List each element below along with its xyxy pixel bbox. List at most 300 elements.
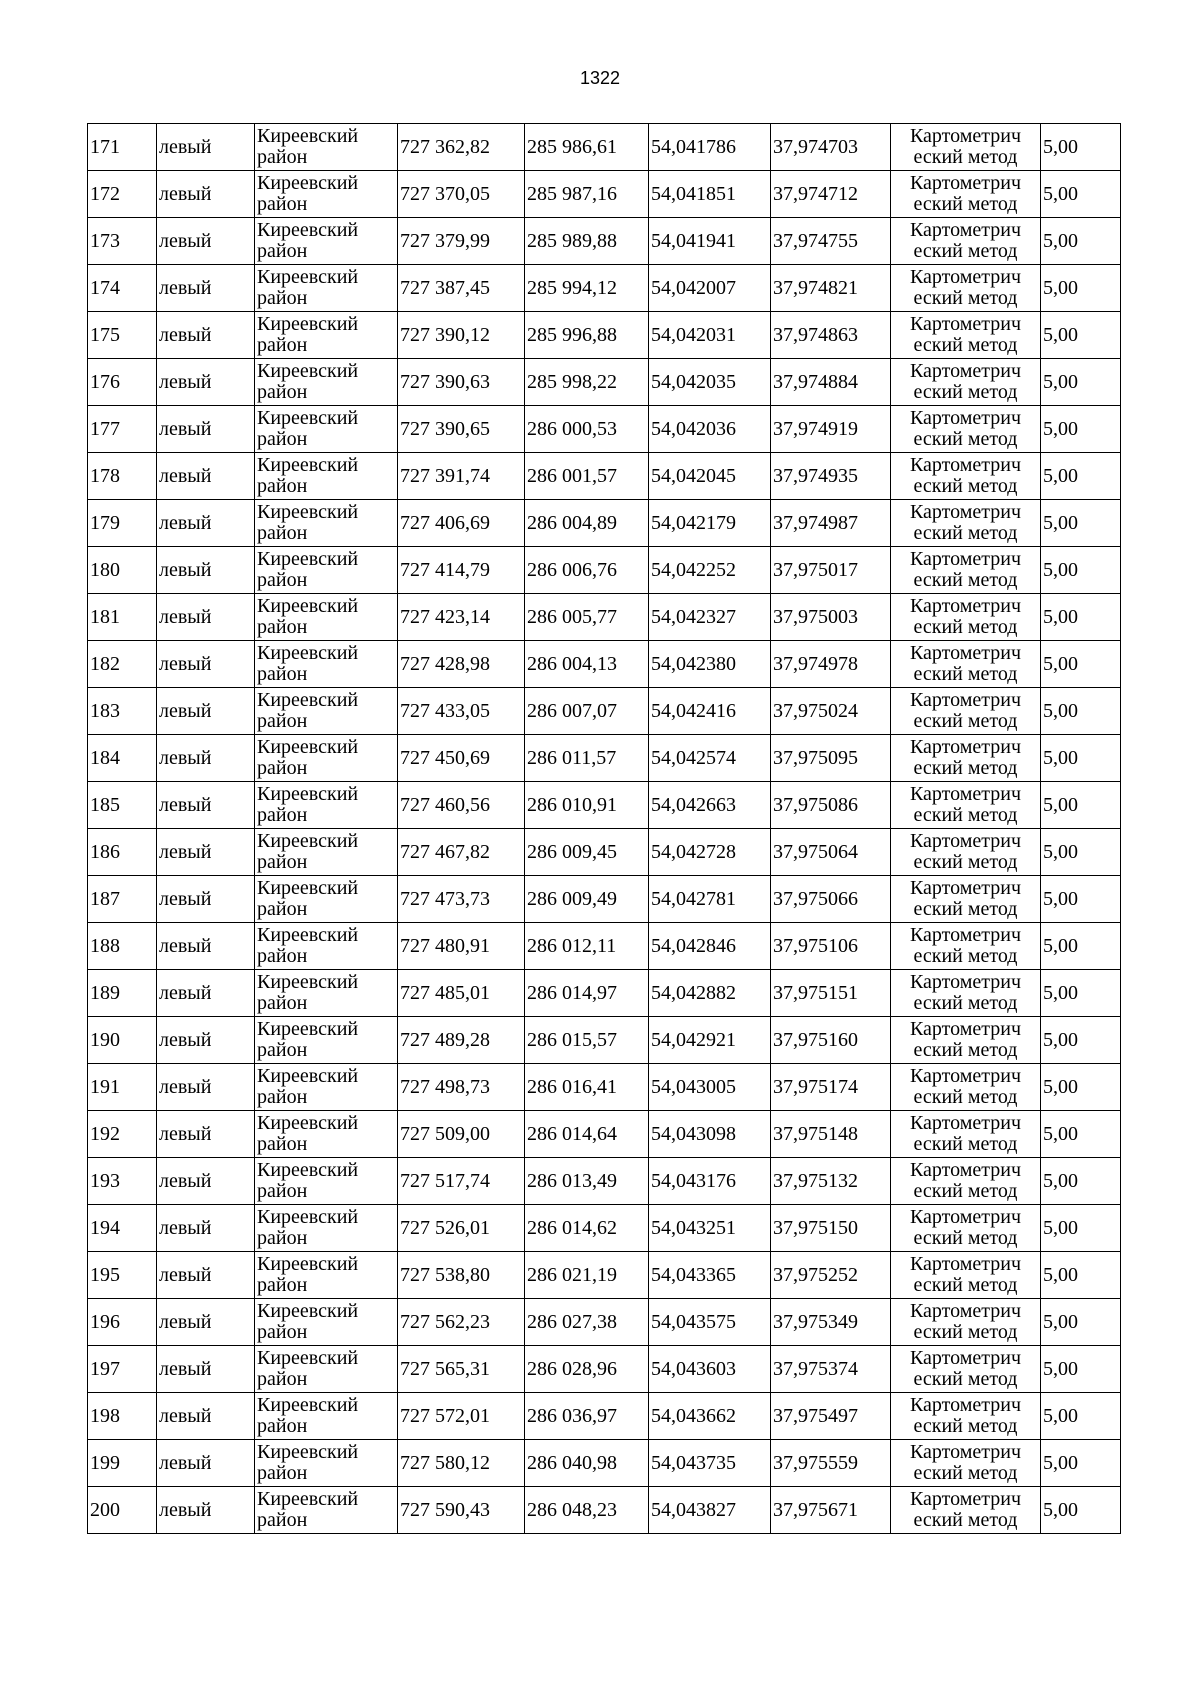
district-line-1: Киреевский: [257, 1206, 359, 1228]
latitude-cell: 54,042036: [649, 406, 771, 453]
method-line-2: еский метод: [913, 1227, 1018, 1249]
district-line-2: район: [257, 146, 308, 168]
district-line-2: район: [257, 757, 308, 779]
accuracy-cell: 5,00: [1041, 1440, 1121, 1487]
district-cell: [255, 406, 398, 453]
side-cell: левый: [157, 124, 255, 171]
latitude-cell: 54,042252: [649, 547, 771, 594]
x-coordinate-cell: 727 467,82: [398, 829, 525, 876]
y-coordinate-cell: 286 036,97: [525, 1393, 649, 1440]
district-line-2: район: [257, 569, 308, 591]
x-coordinate-cell: 727 428,98: [398, 641, 525, 688]
district-cell: [255, 970, 398, 1017]
table-row: [88, 124, 1121, 171]
point-number-cell: 184: [88, 735, 157, 782]
method-line-2: еский метод: [913, 1133, 1018, 1155]
side-cell: левый: [157, 265, 255, 312]
longitude-cell: 37,975374: [771, 1346, 891, 1393]
district-line-2: район: [257, 1462, 308, 1484]
district-line-2: район: [257, 240, 308, 262]
table-row: [88, 1393, 1121, 1440]
longitude-cell: 37,975086: [771, 782, 891, 829]
accuracy-cell: 5,00: [1041, 1205, 1121, 1252]
district-line-1: Киреевский: [257, 689, 359, 711]
x-coordinate-cell: 727 423,14: [398, 594, 525, 641]
method-line-2: еский метод: [913, 710, 1018, 732]
y-coordinate-cell: 286 028,96: [525, 1346, 649, 1393]
latitude-cell: 54,041851: [649, 171, 771, 218]
method-line-1: Картометрич: [909, 548, 1022, 570]
longitude-cell: 37,974863: [771, 312, 891, 359]
method-line-1: Картометрич: [909, 642, 1022, 664]
latitude-cell: 54,043735: [649, 1440, 771, 1487]
table-row: [88, 688, 1121, 735]
latitude-cell: 54,042921: [649, 1017, 771, 1064]
method-line-1: Картометрич: [909, 1394, 1022, 1416]
accuracy-cell: 5,00: [1041, 923, 1121, 970]
latitude-cell: 54,042846: [649, 923, 771, 970]
method-line-2: еский метод: [913, 193, 1018, 215]
district-cell: [255, 1299, 398, 1346]
side-cell: левый: [157, 1299, 255, 1346]
latitude-cell: 54,043098: [649, 1111, 771, 1158]
y-coordinate-cell: 285 994,12: [525, 265, 649, 312]
longitude-cell: 37,975252: [771, 1252, 891, 1299]
longitude-cell: 37,974755: [771, 218, 891, 265]
method-line-2: еский метод: [913, 334, 1018, 356]
latitude-cell: 54,042031: [649, 312, 771, 359]
district-line-1: Киреевский: [257, 1112, 359, 1134]
district-line-2: район: [257, 1180, 308, 1202]
method-line-2: еский метод: [913, 475, 1018, 497]
method-line-1: Картометрич: [909, 407, 1022, 429]
accuracy-cell: 5,00: [1041, 594, 1121, 641]
side-cell: левый: [157, 218, 255, 265]
table-row: [88, 735, 1121, 782]
x-coordinate-cell: 727 387,45: [398, 265, 525, 312]
district-cell: [255, 1487, 398, 1534]
point-number-cell: 193: [88, 1158, 157, 1205]
table-row: [88, 1252, 1121, 1299]
method-line-1: Картометрич: [909, 454, 1022, 476]
accuracy-cell: 5,00: [1041, 500, 1121, 547]
longitude-cell: 37,974703: [771, 124, 891, 171]
method-cell: [891, 1158, 1041, 1205]
longitude-cell: 37,975174: [771, 1064, 891, 1111]
district-line-1: Киреевский: [257, 1441, 359, 1463]
method-line-1: Картометрич: [909, 125, 1022, 147]
side-cell: левый: [157, 1487, 255, 1534]
method-line-2: еский метод: [913, 240, 1018, 262]
longitude-cell: 37,975095: [771, 735, 891, 782]
accuracy-cell: 5,00: [1041, 1299, 1121, 1346]
table-row: [88, 171, 1121, 218]
accuracy-cell: 5,00: [1041, 970, 1121, 1017]
point-number-cell: 196: [88, 1299, 157, 1346]
y-coordinate-cell: 286 015,57: [525, 1017, 649, 1064]
district-line-1: Киреевский: [257, 360, 359, 382]
method-line-2: еский метод: [913, 1039, 1018, 1061]
district-line-2: район: [257, 945, 308, 967]
district-cell: [255, 1017, 398, 1064]
latitude-cell: 54,042327: [649, 594, 771, 641]
method-cell: [891, 970, 1041, 1017]
point-number-cell: 199: [88, 1440, 157, 1487]
district-line-2: район: [257, 287, 308, 309]
point-number-cell: 195: [88, 1252, 157, 1299]
y-coordinate-cell: 286 004,13: [525, 641, 649, 688]
method-cell: [891, 1393, 1041, 1440]
accuracy-cell: 5,00: [1041, 1017, 1121, 1064]
latitude-cell: 54,043575: [649, 1299, 771, 1346]
latitude-cell: 54,043603: [649, 1346, 771, 1393]
method-line-2: еский метод: [913, 663, 1018, 685]
method-cell: [891, 359, 1041, 406]
side-cell: левый: [157, 641, 255, 688]
accuracy-cell: 5,00: [1041, 735, 1121, 782]
latitude-cell: 54,043251: [649, 1205, 771, 1252]
x-coordinate-cell: 727 379,99: [398, 218, 525, 265]
method-line-1: Картометрич: [909, 877, 1022, 899]
method-line-1: Картометрич: [909, 219, 1022, 241]
method-line-2: еский метод: [913, 146, 1018, 168]
method-cell: [891, 1064, 1041, 1111]
longitude-cell: 37,975106: [771, 923, 891, 970]
table-row: [88, 1064, 1121, 1111]
method-cell: [891, 547, 1041, 594]
district-cell: [255, 1158, 398, 1205]
table-row: [88, 1111, 1121, 1158]
longitude-cell: 37,975066: [771, 876, 891, 923]
y-coordinate-cell: 285 998,22: [525, 359, 649, 406]
district-cell: [255, 829, 398, 876]
accuracy-cell: 5,00: [1041, 1252, 1121, 1299]
method-line-2: еский метод: [913, 1462, 1018, 1484]
method-cell: [891, 876, 1041, 923]
method-cell: [891, 1205, 1041, 1252]
district-line-2: район: [257, 663, 308, 685]
y-coordinate-cell: 286 005,77: [525, 594, 649, 641]
x-coordinate-cell: 727 590,43: [398, 1487, 525, 1534]
method-cell: [891, 1299, 1041, 1346]
longitude-cell: 37,975024: [771, 688, 891, 735]
point-number-cell: 171: [88, 124, 157, 171]
method-line-2: еский метод: [913, 381, 1018, 403]
district-line-1: Киреевский: [257, 501, 359, 523]
side-cell: левый: [157, 1346, 255, 1393]
point-number-cell: 194: [88, 1205, 157, 1252]
method-line-2: еский метод: [913, 1180, 1018, 1202]
accuracy-cell: 5,00: [1041, 124, 1121, 171]
point-number-cell: 174: [88, 265, 157, 312]
district-cell: [255, 312, 398, 359]
method-line-2: еский метод: [913, 945, 1018, 967]
district-cell: [255, 171, 398, 218]
district-line-2: район: [257, 1086, 308, 1108]
latitude-cell: 54,043176: [649, 1158, 771, 1205]
y-coordinate-cell: 286 012,11: [525, 923, 649, 970]
method-line-1: Картометрич: [909, 736, 1022, 758]
method-line-1: Картометрич: [909, 595, 1022, 617]
district-cell: [255, 1346, 398, 1393]
point-number-cell: 180: [88, 547, 157, 594]
table-row: [88, 1205, 1121, 1252]
side-cell: левый: [157, 1205, 255, 1252]
latitude-cell: 54,042179: [649, 500, 771, 547]
district-line-1: Киреевский: [257, 266, 359, 288]
method-line-2: еский метод: [913, 992, 1018, 1014]
method-line-2: еский метод: [913, 522, 1018, 544]
x-coordinate-cell: 727 473,73: [398, 876, 525, 923]
x-coordinate-cell: 727 414,79: [398, 547, 525, 594]
district-line-2: район: [257, 1274, 308, 1296]
longitude-cell: 37,975497: [771, 1393, 891, 1440]
table-row: [88, 829, 1121, 876]
method-cell: [891, 594, 1041, 641]
method-line-1: Картометрич: [909, 830, 1022, 852]
district-line-2: район: [257, 992, 308, 1014]
table-row: [88, 359, 1121, 406]
x-coordinate-cell: 727 390,65: [398, 406, 525, 453]
point-number-cell: 181: [88, 594, 157, 641]
x-coordinate-cell: 727 450,69: [398, 735, 525, 782]
side-cell: левый: [157, 1393, 255, 1440]
latitude-cell: 54,041941: [649, 218, 771, 265]
method-line-1: Картометрич: [909, 924, 1022, 946]
district-line-2: район: [257, 334, 308, 356]
point-number-cell: 187: [88, 876, 157, 923]
latitude-cell: 54,042882: [649, 970, 771, 1017]
x-coordinate-cell: 727 517,74: [398, 1158, 525, 1205]
accuracy-cell: 5,00: [1041, 782, 1121, 829]
x-coordinate-cell: 727 480,91: [398, 923, 525, 970]
method-cell: [891, 453, 1041, 500]
point-number-cell: 191: [88, 1064, 157, 1111]
accuracy-cell: 5,00: [1041, 1158, 1121, 1205]
page-number: 1322: [579, 68, 621, 88]
y-coordinate-cell: 286 004,89: [525, 500, 649, 547]
longitude-cell: 37,975064: [771, 829, 891, 876]
method-line-1: Картометрич: [909, 1112, 1022, 1134]
district-cell: [255, 1252, 398, 1299]
district-cell: [255, 265, 398, 312]
y-coordinate-cell: 286 014,64: [525, 1111, 649, 1158]
y-coordinate-cell: 286 013,49: [525, 1158, 649, 1205]
accuracy-cell: 5,00: [1041, 547, 1121, 594]
accuracy-cell: 5,00: [1041, 1393, 1121, 1440]
table-row: [88, 641, 1121, 688]
longitude-cell: 37,974935: [771, 453, 891, 500]
table-row: [88, 1017, 1121, 1064]
district-line-1: Киреевский: [257, 1159, 359, 1181]
point-number-cell: 175: [88, 312, 157, 359]
method-line-1: Картометрич: [909, 1253, 1022, 1275]
district-line-1: Киреевский: [257, 172, 359, 194]
district-line-2: район: [257, 522, 308, 544]
latitude-cell: 54,042045: [649, 453, 771, 500]
y-coordinate-cell: 286 009,45: [525, 829, 649, 876]
district-line-2: район: [257, 1368, 308, 1390]
x-coordinate-cell: 727 580,12: [398, 1440, 525, 1487]
method-line-1: Картометрич: [909, 1206, 1022, 1228]
method-cell: [891, 218, 1041, 265]
table-row: [88, 923, 1121, 970]
district-cell: [255, 1440, 398, 1487]
table-row: [88, 970, 1121, 1017]
side-cell: левый: [157, 1158, 255, 1205]
method-line-1: Картометрич: [909, 313, 1022, 335]
latitude-cell: 54,042728: [649, 829, 771, 876]
longitude-cell: 37,975160: [771, 1017, 891, 1064]
side-cell: левый: [157, 923, 255, 970]
method-line-1: Картометрич: [909, 1441, 1022, 1463]
method-line-2: еский метод: [913, 428, 1018, 450]
district-line-1: Киреевский: [257, 1300, 359, 1322]
y-coordinate-cell: 286 016,41: [525, 1064, 649, 1111]
y-coordinate-cell: 285 986,61: [525, 124, 649, 171]
district-line-1: Киреевский: [257, 877, 359, 899]
district-line-1: Киреевский: [257, 548, 359, 570]
point-number-cell: 179: [88, 500, 157, 547]
method-line-2: еский метод: [913, 616, 1018, 638]
district-line-2: район: [257, 193, 308, 215]
district-cell: [255, 359, 398, 406]
accuracy-cell: 5,00: [1041, 218, 1121, 265]
longitude-cell: 37,974712: [771, 171, 891, 218]
accuracy-cell: 5,00: [1041, 688, 1121, 735]
district-cell: [255, 547, 398, 594]
x-coordinate-cell: 727 370,05: [398, 171, 525, 218]
table-row: [88, 1440, 1121, 1487]
side-cell: левый: [157, 782, 255, 829]
district-line-1: Киреевский: [257, 736, 359, 758]
accuracy-cell: 5,00: [1041, 406, 1121, 453]
side-cell: левый: [157, 547, 255, 594]
method-line-2: еский метод: [913, 1321, 1018, 1343]
accuracy-cell: 5,00: [1041, 265, 1121, 312]
point-number-cell: 178: [88, 453, 157, 500]
point-number-cell: 189: [88, 970, 157, 1017]
latitude-cell: 54,042380: [649, 641, 771, 688]
x-coordinate-cell: 727 391,74: [398, 453, 525, 500]
latitude-cell: 54,043005: [649, 1064, 771, 1111]
method-line-1: Картометрич: [909, 266, 1022, 288]
side-cell: левый: [157, 171, 255, 218]
accuracy-cell: 5,00: [1041, 1111, 1121, 1158]
district-line-1: Киреевский: [257, 595, 359, 617]
y-coordinate-cell: 286 010,91: [525, 782, 649, 829]
x-coordinate-cell: 727 390,12: [398, 312, 525, 359]
method-line-2: еский метод: [913, 1086, 1018, 1108]
method-cell: [891, 500, 1041, 547]
district-cell: [255, 641, 398, 688]
side-cell: левый: [157, 1440, 255, 1487]
method-cell: [891, 782, 1041, 829]
y-coordinate-cell: 285 989,88: [525, 218, 649, 265]
point-number-cell: 185: [88, 782, 157, 829]
district-line-2: район: [257, 1133, 308, 1155]
district-line-2: район: [257, 710, 308, 732]
point-number-cell: 188: [88, 923, 157, 970]
side-cell: левый: [157, 1017, 255, 1064]
x-coordinate-cell: 727 526,01: [398, 1205, 525, 1252]
method-line-2: еский метод: [913, 1368, 1018, 1390]
latitude-cell: 54,041786: [649, 124, 771, 171]
district-line-2: район: [257, 1227, 308, 1249]
longitude-cell: 37,975671: [771, 1487, 891, 1534]
latitude-cell: 54,042574: [649, 735, 771, 782]
method-cell: [891, 1440, 1041, 1487]
method-cell: [891, 1111, 1041, 1158]
side-cell: левый: [157, 1064, 255, 1111]
table-row: [88, 1487, 1121, 1534]
table-row: [88, 1346, 1121, 1393]
accuracy-cell: 5,00: [1041, 312, 1121, 359]
latitude-cell: 54,042416: [649, 688, 771, 735]
x-coordinate-cell: 727 565,31: [398, 1346, 525, 1393]
point-number-cell: 198: [88, 1393, 157, 1440]
district-cell: [255, 453, 398, 500]
method-cell: [891, 1487, 1041, 1534]
district-cell: [255, 923, 398, 970]
district-line-1: Киреевский: [257, 1488, 359, 1510]
x-coordinate-cell: 727 562,23: [398, 1299, 525, 1346]
point-number-cell: 177: [88, 406, 157, 453]
point-number-cell: 186: [88, 829, 157, 876]
accuracy-cell: 5,00: [1041, 1064, 1121, 1111]
y-coordinate-cell: 286 006,76: [525, 547, 649, 594]
method-line-2: еский метод: [913, 569, 1018, 591]
longitude-cell: 37,975150: [771, 1205, 891, 1252]
point-number-cell: 172: [88, 171, 157, 218]
coordinates-table: [87, 123, 1121, 1534]
method-line-2: еский метод: [913, 287, 1018, 309]
method-cell: [891, 829, 1041, 876]
district-line-2: район: [257, 1321, 308, 1343]
x-coordinate-cell: 727 433,05: [398, 688, 525, 735]
method-line-2: еский метод: [913, 804, 1018, 826]
district-cell: [255, 124, 398, 171]
district-line-1: Киреевский: [257, 1065, 359, 1087]
district-cell: [255, 688, 398, 735]
method-line-2: еский метод: [913, 851, 1018, 873]
method-line-2: еский метод: [913, 1415, 1018, 1437]
y-coordinate-cell: 286 048,23: [525, 1487, 649, 1534]
side-cell: левый: [157, 688, 255, 735]
method-line-1: Картометрич: [909, 360, 1022, 382]
longitude-cell: 37,975003: [771, 594, 891, 641]
longitude-cell: 37,975559: [771, 1440, 891, 1487]
district-line-1: Киреевский: [257, 1347, 359, 1369]
point-number-cell: 192: [88, 1111, 157, 1158]
method-line-1: Картометрич: [909, 172, 1022, 194]
accuracy-cell: 5,00: [1041, 359, 1121, 406]
method-line-1: Картометрич: [909, 1065, 1022, 1087]
table-row: [88, 782, 1121, 829]
district-line-1: Киреевский: [257, 924, 359, 946]
district-cell: [255, 218, 398, 265]
x-coordinate-cell: 727 489,28: [398, 1017, 525, 1064]
y-coordinate-cell: 286 014,97: [525, 970, 649, 1017]
method-line-1: Картометрич: [909, 689, 1022, 711]
x-coordinate-cell: 727 362,82: [398, 124, 525, 171]
side-cell: левый: [157, 829, 255, 876]
district-line-2: район: [257, 616, 308, 638]
district-line-1: Киреевский: [257, 971, 359, 993]
y-coordinate-cell: 286 040,98: [525, 1440, 649, 1487]
method-line-2: еский метод: [913, 1274, 1018, 1296]
y-coordinate-cell: 286 009,49: [525, 876, 649, 923]
